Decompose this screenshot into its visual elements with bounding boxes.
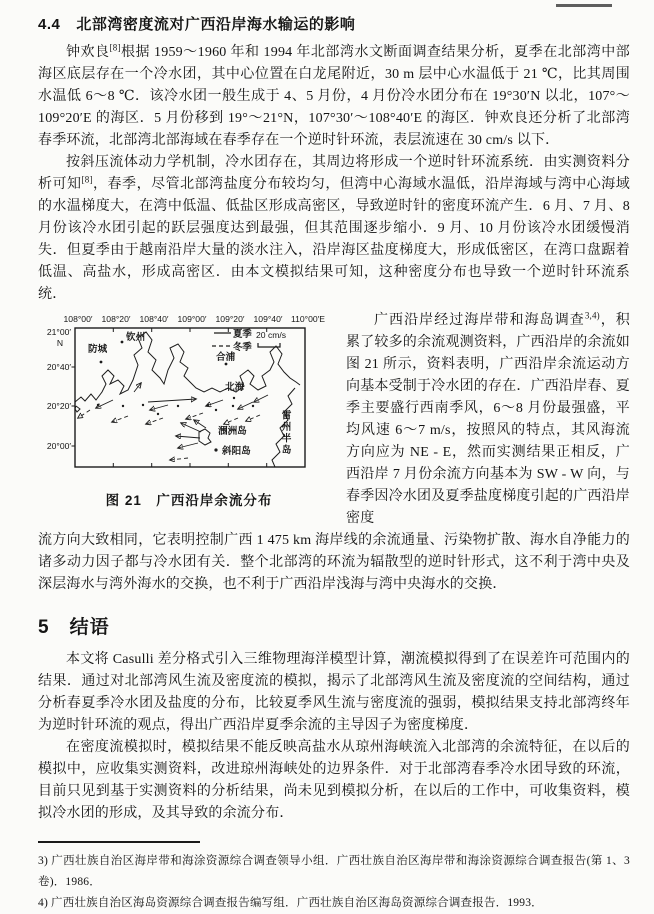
lon-label-109-20: 109°20′ (215, 314, 245, 324)
place-label-weizhou: 涠洲岛 (218, 426, 247, 437)
place-label-fangcheng: 防城 (88, 344, 108, 355)
lat-label-20-20: 20°20′ (46, 401, 71, 411)
paragraph-4: 本文将 Casulli 差分格式引入三维物理海洋模型计算，潮流模拟得到了在误差许可范围内的结果．通过对北部湾风生流及密度流的模拟，揭示了北部湾风生流及密度流的空间结构，通过分析春夏季冷水团及盐度的分布，比较夏季风生流与密度流的强弱，模拟结果支持北部湾终年为逆时针环流的观点，得出广西沿岸夏季余流的主导因子为密度梯度． (38, 652, 630, 733)
citation-ref-8: [8] (109, 42, 121, 53)
residual-current-map (38, 310, 338, 478)
figure-and-wrap-row (38, 310, 630, 530)
paragraph-3-text: 广西沿岸经过海岸带和海岛调查 (374, 313, 585, 328)
place-label-beihai: 北海 (225, 382, 245, 393)
paragraph-3 (346, 310, 630, 530)
lon-label-108-40: 108°40′ (139, 314, 169, 324)
paragraph-2 (38, 152, 630, 306)
paragraph-1-rest: 根据 1959～1960 年和 1994 年北部湾水文断面调查结果分析，夏季在北部湾中部海区底层存在一个冷水团，其中心位置在白龙尾附近，30 m 层中心水温低于 21 ℃，比其周围水温低 6～8 ℃．该冷水团一般生成于 4、5 月份，4 月份冷水团分布在 19°30′N 以北，107°～109°20′E 的海区．5 月份移到 19°～21°N，107°30′～108°40′E 的海区．钟欢良还分析了北部湾春季环流，北部湾北部海域在春季存在一个逆时针环流，表层流速在 30 cm/s 以下． (38, 45, 630, 148)
lon-label-110-00: 110°00′E (290, 314, 326, 324)
map-frame (75, 328, 305, 467)
paragraph-3-rest: ，积累了较多的余流观测资料，广西沿岸的余流如图 21 所示，资料表明，广西沿岸余流运动方向基本受制于冷水团的存在．广西沿岸春、夏季主要盛行西南季风，6～8 月份最强盛，平均风速 6～7 m/s，按照风的特点，其风海流方向应为 NE - E，然而实测结果正相反，广西沿岸 7 月份余流方向基本为 SW - W 向，与春季因冷水团及夏季盐度梯度引起的广西沿岸密度 (346, 313, 630, 526)
section-number: 4.4 (38, 16, 61, 33)
section-5-number: 5 (38, 617, 50, 638)
footnote-4: 4) 广西壮族自治区海岛资源综合调查报告编写组．广西壮族自治区海岛资源综合调查报告．1993． (38, 897, 543, 909)
lon-label-109-00: 109°00′ (177, 314, 207, 324)
figure-21-caption: 图 21 广西沿岸余流分布 (105, 493, 273, 508)
weizhou-island (199, 429, 211, 445)
legend-winter-label: 冬季 (233, 341, 252, 352)
lon-label-108-20: 108°20′ (101, 314, 131, 324)
figure-21-block (38, 310, 340, 530)
place-label-hepu: 合浦 (216, 352, 236, 363)
paragraph-1-text: 钟欢良 (66, 45, 110, 60)
citation-ref-8b: [8] (81, 174, 93, 185)
scan-artifact (556, 4, 612, 7)
place-label-leizhou: 雷州半岛 (279, 410, 291, 457)
lat-label-n: N (56, 338, 64, 348)
lat-label-20-00: 20°00′ (46, 441, 71, 451)
scale-label: 20 cm/s (256, 330, 287, 340)
place-label-qinzhou: 钦州 (126, 332, 146, 343)
lat-label-21-00: 21°00′ (46, 327, 71, 337)
wrapped-column (340, 310, 630, 530)
section-5-title: 结语 (69, 617, 110, 638)
paragraph-2-rest: ，春季，尽管北部湾盐度分布较均匀，但湾中心海域水温低，沿岸海域与湾中心海域的水温梯度大，在湾中低温、低盐区形成高密区，导致逆时针的密度环流产生．6 月、7 月、8 月份该冷水团引起的跃层强度达到最强，但其范围逐步缩小．9 月、10 月份该冷水团缓慢消失．但夏季由于越南沿岸大量的淡水注入，沿岸海区盐度梯度大，形成低密区，在湾口盘踞着低温、高盐水，形成高密区．由本文模拟结果可知，这种密度分布也导致一个逆时针环流系统． (38, 177, 630, 302)
place-label-xieyang: 斜阳岛 (222, 446, 251, 457)
lon-label-109-40: 109°40′ (253, 314, 283, 324)
legend-summer-label: 夏季 (233, 328, 252, 339)
paragraph-5: 在密度流模拟时，模拟结果不能反映高盐水从琼州海峡流入北部湾的余流特征，在以后的模拟中，应收集实测资料，改进琼州海峡处的边界条件．对于北部湾春季冷水团导致的环流，目前只见到基于实测资料的分析结果，尚未见到模拟分析，在以后的工作中，可收集资料，模拟冷水团的形成，及其导致的余流分布． (38, 740, 630, 821)
section-heading-5 (38, 612, 630, 639)
map-legend (212, 328, 286, 352)
lon-label-108-00: 108°00′ (63, 314, 93, 324)
citation-ref-3-4: 3,4) (584, 310, 600, 321)
footnote-3: 3) 广西壮族自治区海岸带和海涂资源综合调查领导小组．广西壮族自治区海岸带和海涂资源综合调查报告(第 1、3 卷)．1986． (38, 855, 630, 888)
paragraph-2-text: 按斜压流体动力学机制，冷水团存在，其周边将形成一个逆时针环流系统．由实测资料分析可知 (38, 155, 630, 192)
footnote-separator (38, 841, 200, 843)
lat-label-20-40: 20°40′ (46, 362, 71, 372)
section-heading-4-4 (38, 14, 630, 36)
paragraph-3-continued: 流方向大致相同，它表明控制广西 1 475 km 海岸线的余流通量、污染物扩散、海水自净能力的诸多动力因子都与冷水团有关．整个北部湾的环流为辐散型的逆时针形式，这不利于湾中央及深层海水与湾外海水的交换，也不利于广西沿岸浅海与湾中央海水的交换． (38, 533, 630, 592)
section-title: 北部湾密度流对广西沿岸海水输运的影响 (76, 16, 356, 33)
paragraph-1 (38, 42, 630, 152)
